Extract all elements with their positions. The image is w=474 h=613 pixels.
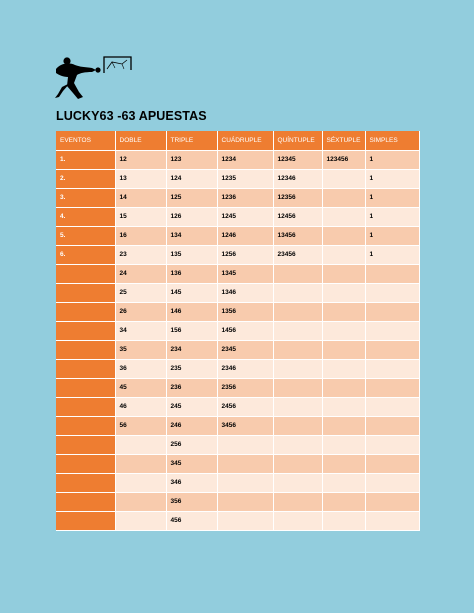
bets-table: [56, 131, 420, 531]
table-cell-doble: 45: [115, 378, 166, 397]
table-cell-simples: [365, 264, 419, 283]
table-cell-sextuple: [322, 245, 365, 264]
table-row: [56, 321, 419, 340]
table-cell-simples: 1: [365, 245, 419, 264]
table-row: [56, 245, 419, 264]
table-cell-doble: 14: [115, 188, 166, 207]
table-cell-eventos: [56, 473, 115, 492]
table-cell-sextuple: [322, 359, 365, 378]
table-cell-eventos: [56, 511, 115, 530]
table-cell-triple: 146: [166, 302, 217, 321]
table-cell-cuadruple: [217, 454, 273, 473]
table-cell-quintuple: [273, 454, 322, 473]
table-row: [56, 416, 419, 435]
table-cell-eventos: [56, 264, 115, 283]
table-row: [56, 340, 419, 359]
table-row: [56, 264, 419, 283]
table-cell-triple: 134: [166, 226, 217, 245]
column-header-simples: SIMPLES: [365, 131, 419, 150]
table-cell-simples: [365, 435, 419, 454]
table-cell-quintuple: [273, 302, 322, 321]
table-cell-triple: 345: [166, 454, 217, 473]
table-cell-quintuple: 12456: [273, 207, 322, 226]
table-row: [56, 397, 419, 416]
table-cell-quintuple: [273, 416, 322, 435]
table-cell-triple: 356: [166, 492, 217, 511]
table-row: [56, 226, 419, 245]
table-cell-cuadruple: [217, 492, 273, 511]
table-cell-triple: 126: [166, 207, 217, 226]
table-cell-sextuple: [322, 302, 365, 321]
table-cell-sextuple: [322, 283, 365, 302]
table-cell-doble: 35: [115, 340, 166, 359]
table-cell-sextuple: [322, 511, 365, 530]
table-cell-cuadruple: 1256: [217, 245, 273, 264]
table-cell-eventos: [56, 492, 115, 511]
table-row: [56, 359, 419, 378]
table-cell-quintuple: 12346: [273, 169, 322, 188]
table-cell-eventos: [56, 321, 115, 340]
table-row: [56, 150, 419, 169]
table-cell-simples: [365, 511, 419, 530]
table-cell-simples: [365, 302, 419, 321]
table-cell-doble: 46: [115, 397, 166, 416]
page-title: LUCKY63 -63 APUESTAS: [56, 109, 207, 123]
table-cell-doble: 16: [115, 226, 166, 245]
table-cell-sextuple: [322, 378, 365, 397]
table-cell-cuadruple: 1346: [217, 283, 273, 302]
table-cell-simples: [365, 416, 419, 435]
table-cell-doble: [115, 511, 166, 530]
table-cell-sextuple: [322, 397, 365, 416]
table-cell-doble: 56: [115, 416, 166, 435]
table-cell-sextuple: [322, 321, 365, 340]
table-cell-eventos: [56, 397, 115, 416]
table-cell-eventos: 4.: [56, 207, 115, 226]
table-cell-quintuple: [273, 397, 322, 416]
table-cell-quintuple: 23456: [273, 245, 322, 264]
table-cell-eventos: 5.: [56, 226, 115, 245]
table-cell-sextuple: [322, 473, 365, 492]
table-cell-eventos: [56, 416, 115, 435]
table-cell-quintuple: [273, 511, 322, 530]
table-cell-simples: [365, 321, 419, 340]
table-row: [56, 473, 419, 492]
table-cell-sextuple: [322, 207, 365, 226]
table-cell-cuadruple: 2456: [217, 397, 273, 416]
column-header-sextuple: SÉXTUPLE: [322, 131, 365, 150]
table-cell-triple: 235: [166, 359, 217, 378]
table-row: [56, 492, 419, 511]
table-cell-quintuple: [273, 321, 322, 340]
table-cell-eventos: 3.: [56, 188, 115, 207]
table-cell-triple: 124: [166, 169, 217, 188]
table-cell-quintuple: 13456: [273, 226, 322, 245]
table-cell-quintuple: [273, 492, 322, 511]
table-cell-simples: 1: [365, 226, 419, 245]
table-cell-doble: 26: [115, 302, 166, 321]
table-cell-quintuple: [273, 378, 322, 397]
table-cell-cuadruple: 1235: [217, 169, 273, 188]
table-row: [56, 454, 419, 473]
table-cell-cuadruple: [217, 435, 273, 454]
table-cell-eventos: [56, 359, 115, 378]
table-cell-triple: 236: [166, 378, 217, 397]
table-cell-triple: 256: [166, 435, 217, 454]
table-cell-quintuple: [273, 283, 322, 302]
column-header-triple: TRIPLE: [166, 131, 217, 150]
table-cell-doble: [115, 454, 166, 473]
table-cell-cuadruple: 2345: [217, 340, 273, 359]
table-header-row: [56, 131, 419, 150]
table-cell-doble: 36: [115, 359, 166, 378]
table-cell-triple: 125: [166, 188, 217, 207]
table-cell-doble: [115, 492, 166, 511]
table-cell-triple: 234: [166, 340, 217, 359]
table-cell-cuadruple: 3456: [217, 416, 273, 435]
table-cell-eventos: 2.: [56, 169, 115, 188]
table-cell-eventos: [56, 454, 115, 473]
table-cell-triple: 346: [166, 473, 217, 492]
table-cell-doble: 13: [115, 169, 166, 188]
table-cell-cuadruple: 1356: [217, 302, 273, 321]
table-cell-doble: 24: [115, 264, 166, 283]
table-cell-simples: 1: [365, 207, 419, 226]
table-cell-simples: [365, 454, 419, 473]
table-cell-sextuple: [322, 188, 365, 207]
table-cell-triple: 136: [166, 264, 217, 283]
table-cell-sextuple: [322, 454, 365, 473]
table-row: [56, 378, 419, 397]
table-cell-quintuple: [273, 435, 322, 454]
table-cell-eventos: [56, 435, 115, 454]
table-cell-cuadruple: 2356: [217, 378, 273, 397]
table-cell-quintuple: 12345: [273, 150, 322, 169]
table-cell-triple: 123: [166, 150, 217, 169]
table-cell-triple: 246: [166, 416, 217, 435]
table-cell-simples: [365, 340, 419, 359]
table-cell-cuadruple: [217, 511, 273, 530]
table-cell-quintuple: [273, 264, 322, 283]
column-header-doble: DOBLE: [115, 131, 166, 150]
table-row: [56, 283, 419, 302]
table-cell-simples: [365, 283, 419, 302]
table-cell-quintuple: 12356: [273, 188, 322, 207]
table-cell-sextuple: 123456: [322, 150, 365, 169]
table-cell-cuadruple: 1234: [217, 150, 273, 169]
table-cell-eventos: [56, 283, 115, 302]
table-cell-simples: 1: [365, 150, 419, 169]
table-row: [56, 207, 419, 226]
table-row: [56, 169, 419, 188]
table-cell-sextuple: [322, 492, 365, 511]
table-cell-triple: 245: [166, 397, 217, 416]
table-cell-cuadruple: 1245: [217, 207, 273, 226]
table-cell-simples: 1: [365, 169, 419, 188]
table-cell-eventos: [56, 378, 115, 397]
table-cell-sextuple: [322, 226, 365, 245]
table-cell-eventos: [56, 302, 115, 321]
table-cell-quintuple: [273, 473, 322, 492]
table-cell-doble: 23: [115, 245, 166, 264]
table-cell-cuadruple: [217, 473, 273, 492]
table-cell-simples: [365, 492, 419, 511]
table-cell-doble: 12: [115, 150, 166, 169]
column-header-eventos: EVENTOS: [56, 131, 115, 150]
table-cell-simples: [365, 397, 419, 416]
table-cell-simples: 1: [365, 188, 419, 207]
table-row: [56, 188, 419, 207]
table-cell-sextuple: [322, 264, 365, 283]
table-cell-sextuple: [322, 169, 365, 188]
table-cell-sextuple: [322, 435, 365, 454]
table-cell-eventos: [56, 340, 115, 359]
table-cell-triple: 135: [166, 245, 217, 264]
table-cell-quintuple: [273, 359, 322, 378]
table-cell-cuadruple: 1246: [217, 226, 273, 245]
table-cell-eventos: 1.: [56, 150, 115, 169]
table-cell-quintuple: [273, 340, 322, 359]
table-cell-sextuple: [322, 416, 365, 435]
table-cell-cuadruple: 1456: [217, 321, 273, 340]
table-cell-doble: 15: [115, 207, 166, 226]
table-cell-triple: 156: [166, 321, 217, 340]
table-cell-cuadruple: 1236: [217, 188, 273, 207]
table-cell-eventos: 6.: [56, 245, 115, 264]
table-cell-doble: [115, 435, 166, 454]
table-cell-doble: 25: [115, 283, 166, 302]
table-cell-simples: [365, 378, 419, 397]
table-cell-cuadruple: 1345: [217, 264, 273, 283]
table-cell-simples: [365, 473, 419, 492]
table-cell-doble: 34: [115, 321, 166, 340]
table-row: [56, 511, 419, 530]
soccer-player-kicking-icon: [52, 53, 136, 103]
table-row: [56, 302, 419, 321]
table-cell-doble: [115, 473, 166, 492]
table-cell-sextuple: [322, 340, 365, 359]
table-cell-cuadruple: 2346: [217, 359, 273, 378]
table-row: [56, 435, 419, 454]
table-cell-triple: 456: [166, 511, 217, 530]
column-header-cuadruple: CUÁDRUPLE: [217, 131, 273, 150]
table-cell-simples: [365, 359, 419, 378]
table-cell-triple: 145: [166, 283, 217, 302]
column-header-quintuple: QUÍNTUPLE: [273, 131, 322, 150]
